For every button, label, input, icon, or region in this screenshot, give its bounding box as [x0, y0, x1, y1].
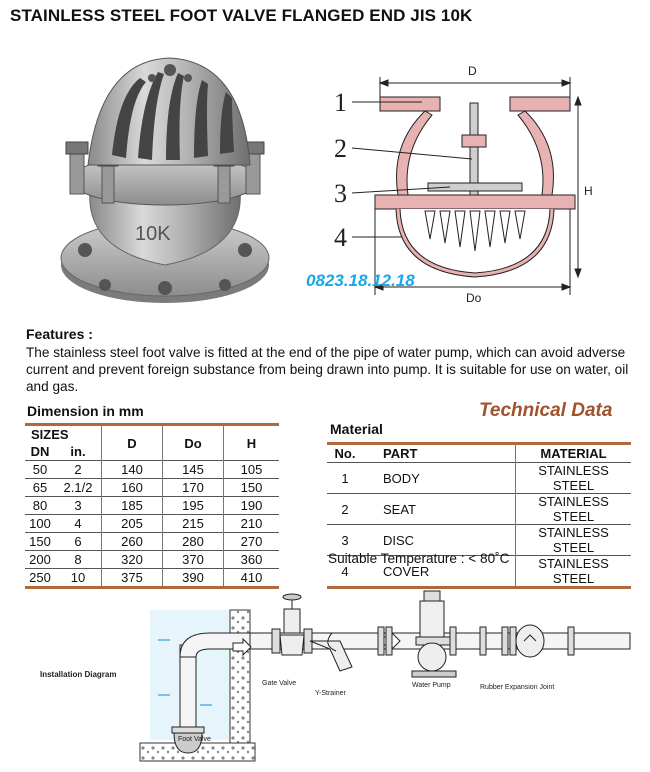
material-row [327, 463, 631, 494]
dimension-cell-do: 280 [163, 533, 224, 551]
dimension-cell-d: 260 [102, 533, 163, 551]
dimension-cell-in: 4 [74, 516, 82, 531]
dimension-row [25, 551, 279, 569]
installation-diagram [40, 585, 640, 770]
dimension-table [25, 423, 279, 589]
material-cell-material: STAINLESS STEEL [516, 494, 632, 525]
water-pump-label: Water Pump [412, 682, 451, 689]
dimension-cell-do: 195 [163, 497, 224, 515]
dimension-cell-dn: 65 [32, 480, 48, 495]
features-heading: Features : [26, 326, 93, 342]
casting-mark: 10K [135, 223, 171, 245]
dimension-cell-in: 2 [74, 462, 82, 477]
dimension-heading: Dimension in mm [27, 403, 144, 419]
dimension-cell-dn: 50 [32, 462, 48, 477]
material-cell-material: STAINLESS STEEL [516, 556, 632, 588]
rubber-joint-label: Rubber Expansion Joint [480, 684, 555, 691]
material-cell-no: 4 [341, 563, 349, 579]
phone-watermark: 0823.18.12.18 [306, 271, 415, 290]
dimension-cell-h: 210 [224, 515, 280, 533]
material-cell-part: DISC [383, 532, 415, 548]
features-text: The stainless steel foot valve is fitted at the end of the pipe of water pump, which can avoid adverse current and prevent foreign substance from being drawn into pump. It is suitable for use on water, oil and gas. [26, 345, 629, 394]
dimension-row [25, 515, 279, 533]
dim-d-label: D [468, 64, 477, 78]
col-d-header: D [102, 425, 163, 461]
dimension-row [25, 461, 279, 479]
dimension-cell-h: 270 [224, 533, 280, 551]
col-part-header: PART [383, 446, 418, 461]
installation-title: Installation Diagram [40, 670, 117, 679]
dimension-cell-do: 370 [163, 551, 224, 569]
dimension-cell-dn: 250 [29, 570, 51, 585]
dimension-cell-do: 170 [163, 479, 224, 497]
dimension-cell-d: 185 [102, 497, 163, 515]
dim-do-label: Do [466, 291, 482, 305]
material-cell-part: BODY [383, 470, 420, 486]
dimension-row [25, 479, 279, 497]
callout-4: 4 [334, 223, 347, 252]
callout-3: 3 [334, 179, 347, 208]
page-title: STAINLESS STEEL FOOT VALVE FLANGED END JIS 10K [10, 6, 473, 25]
material-cell-material: STAINLESS STEEL [516, 463, 632, 494]
dimension-cell-in: 2.1/2 [63, 480, 93, 495]
foot-valve-section-drawing [320, 55, 635, 305]
dimension-row [25, 497, 279, 515]
dimension-cell-in: 10 [70, 570, 86, 585]
callout-2: 2 [334, 134, 347, 163]
dimension-cell-d: 140 [102, 461, 163, 479]
dimension-cell-d: 375 [102, 569, 163, 588]
dimension-cell-d: 320 [102, 551, 163, 569]
material-row [327, 494, 631, 525]
dimension-cell-h: 105 [224, 461, 280, 479]
dimension-cell-h: 150 [224, 479, 280, 497]
technical-data-heading: Technical Data [479, 400, 613, 421]
dimension-cell-in: 8 [74, 552, 82, 567]
dimension-row [25, 533, 279, 551]
material-table [327, 442, 631, 589]
col-no-header: No. [334, 446, 356, 461]
dimension-cell-d: 160 [102, 479, 163, 497]
dimension-cell-do: 215 [163, 515, 224, 533]
material-rows [327, 463, 631, 588]
material-cell-part: SEAT [383, 501, 416, 517]
dimension-cell-h: 190 [224, 497, 280, 515]
material-cell-no: 3 [341, 532, 349, 548]
temperature-note: Suitable Temperature : < 80˚C [328, 551, 510, 566]
dimension-rows [25, 461, 279, 588]
material-cell-material: STAINLESS STEEL [516, 525, 632, 556]
gate-valve-label: Gate Valve [262, 680, 297, 687]
dimension-cell-h: 360 [224, 551, 280, 569]
material-heading: Material [330, 421, 383, 437]
material-cell-part: COVER [383, 563, 430, 579]
dimension-cell-do: 145 [163, 461, 224, 479]
sizes-header: SIZES [31, 427, 69, 442]
col-material-header: MATERIAL [516, 444, 632, 463]
foot-valve-photo [60, 40, 285, 310]
dimension-cell-d: 205 [102, 515, 163, 533]
col-do-header: Do [163, 425, 224, 461]
foot-valve-label: Foot Valve [178, 736, 211, 743]
callout-1: 1 [334, 88, 347, 117]
dimension-cell-dn: 80 [32, 498, 48, 513]
dimension-cell-in: 6 [74, 534, 82, 549]
y-strainer-label: Y-Strainer [315, 690, 346, 697]
col-dn-header: DN [30, 444, 50, 459]
dimension-cell-dn: 150 [29, 534, 51, 549]
material-cell-no: 1 [341, 470, 349, 486]
dimension-cell-in: 3 [74, 498, 82, 513]
dimension-cell-dn: 100 [29, 516, 51, 531]
dim-h-label: H [584, 184, 593, 198]
dimension-cell-h: 410 [224, 569, 280, 588]
col-h-header: H [224, 425, 280, 461]
dimension-cell-do: 390 [163, 569, 224, 588]
dimension-cell-dn: 200 [29, 552, 51, 567]
material-cell-no: 2 [341, 501, 349, 517]
col-in-header: in. [70, 444, 86, 459]
